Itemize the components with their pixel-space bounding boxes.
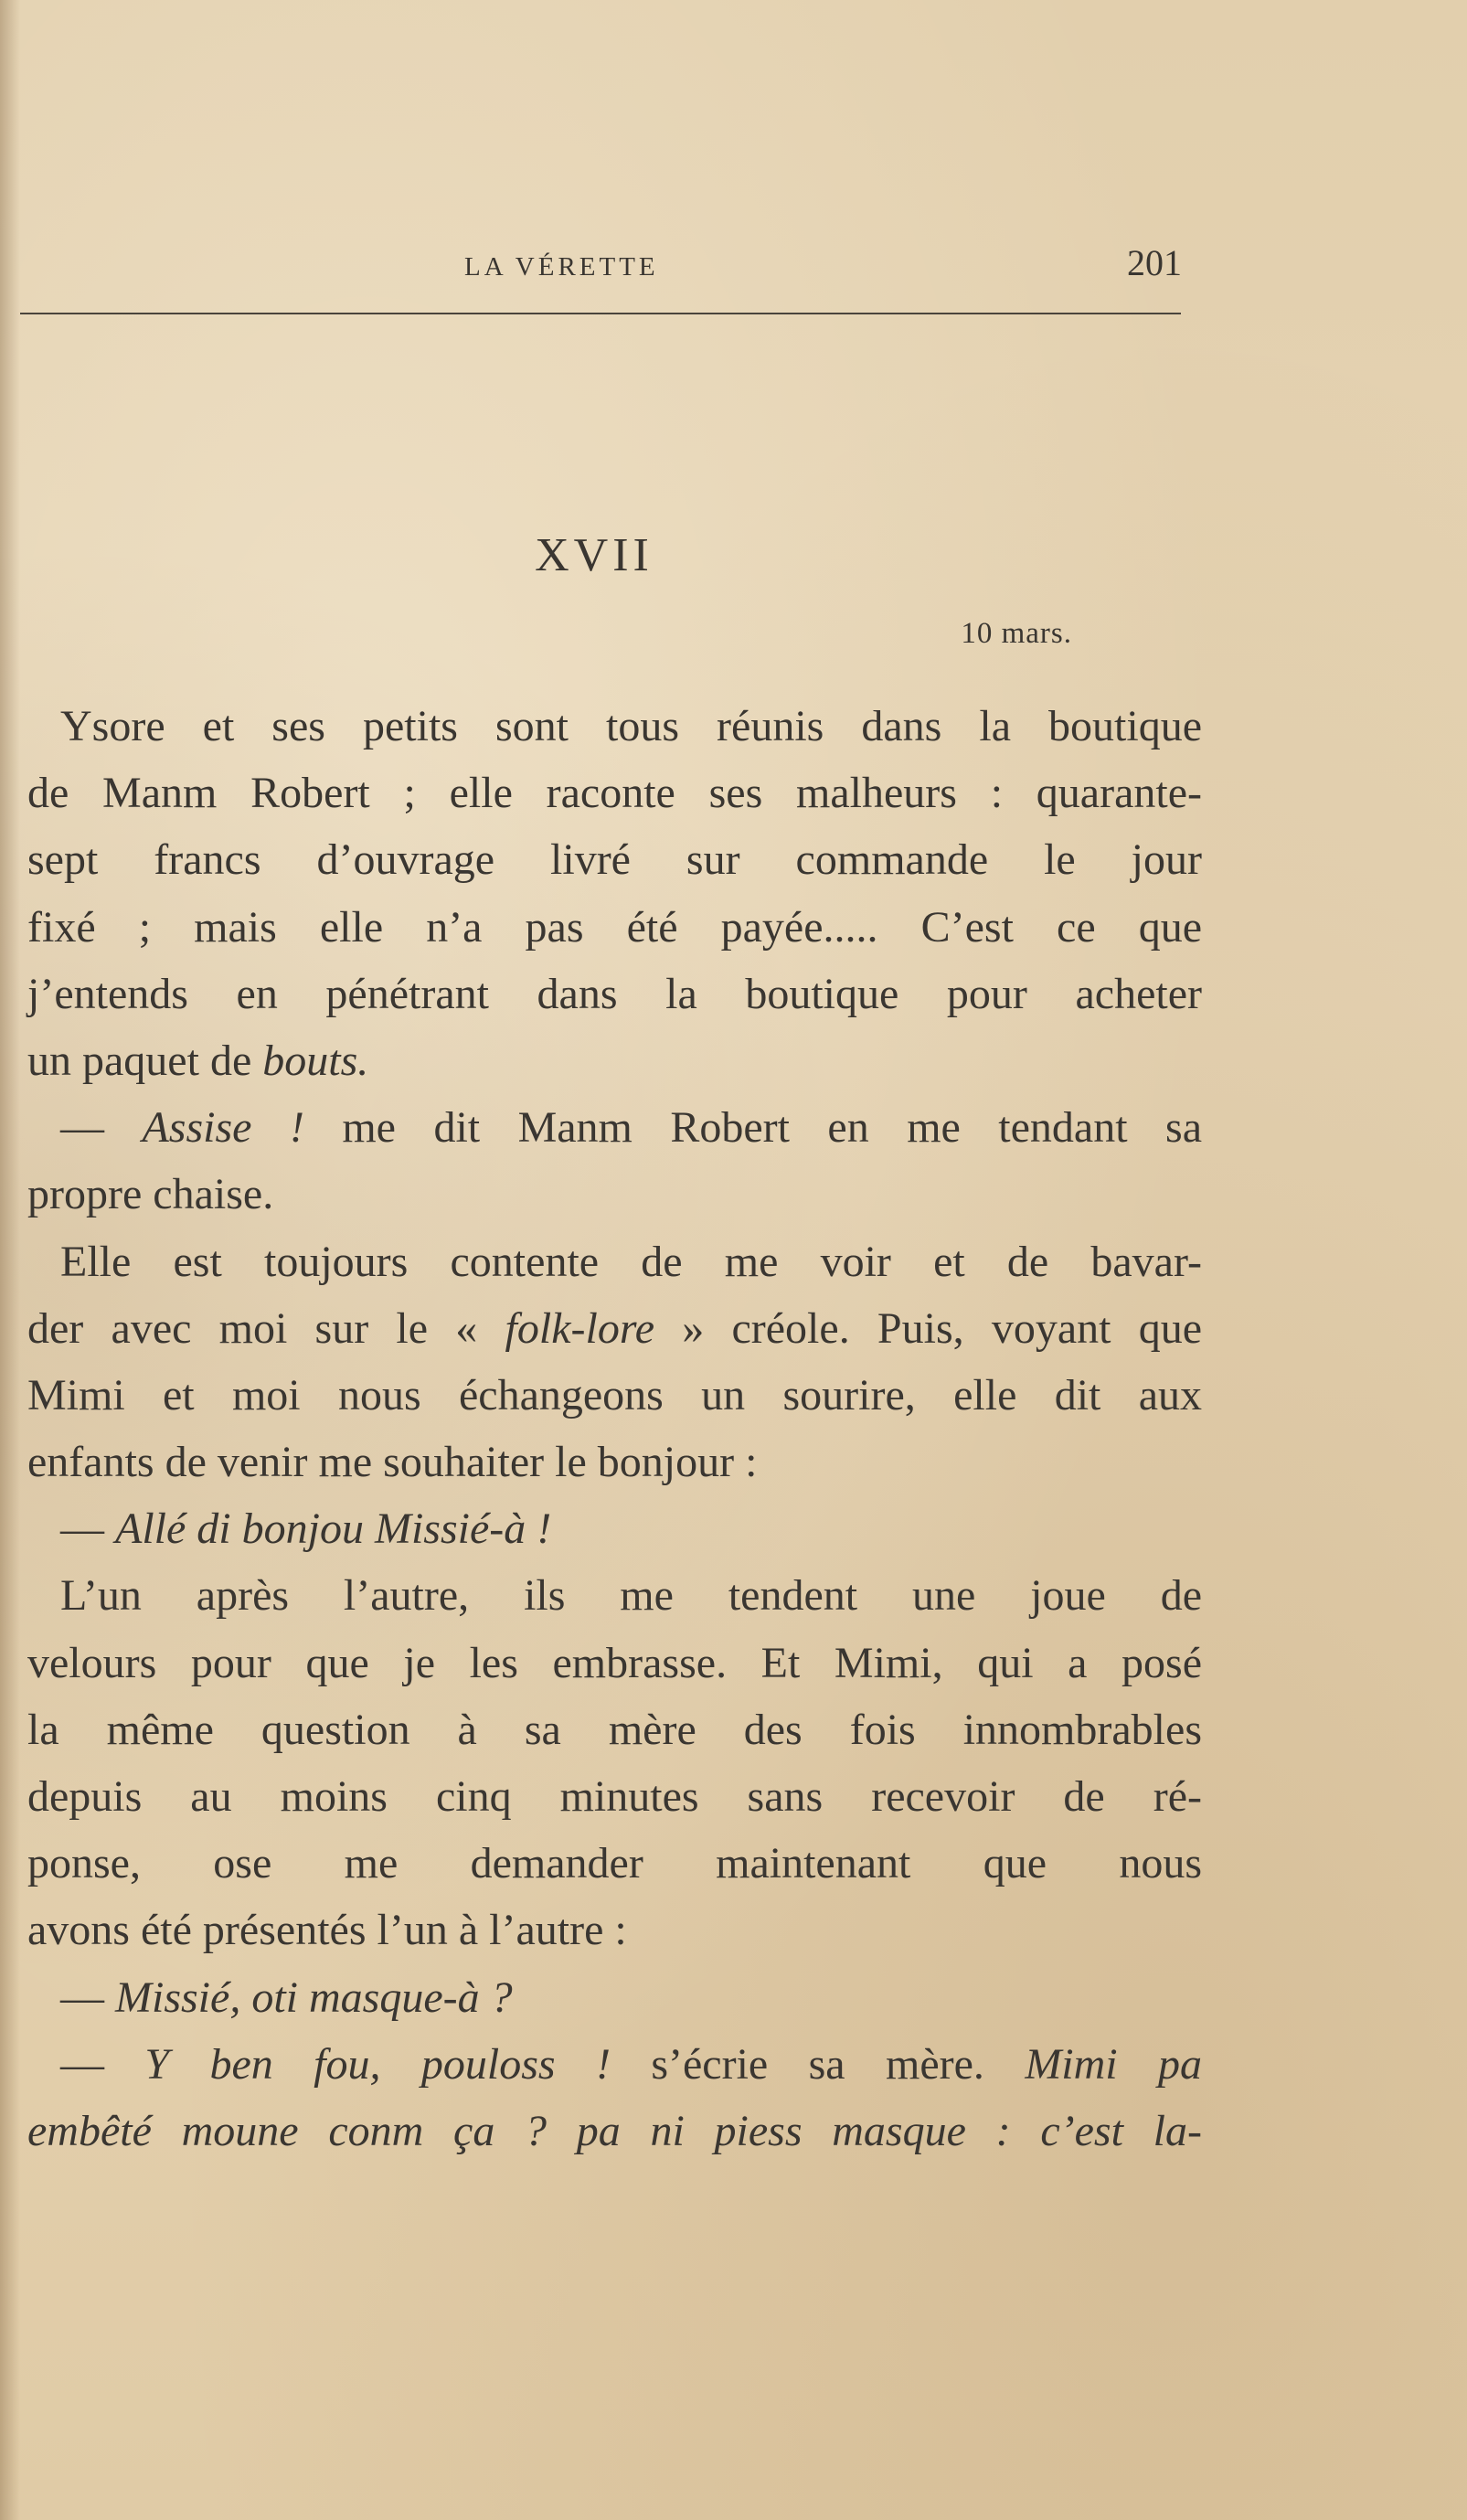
text-line	[27, 2098, 1202, 2164]
page-number: 201	[1127, 242, 1182, 283]
text-line: propre chaise.	[27, 1170, 274, 1219]
italic-dialogue: embêté moune conm ça ? pa ni piess masque : c’est la-	[27, 2106, 1202, 2155]
italic-word: bouts.	[262, 1036, 369, 1085]
italic-dialogue: Allé di bonjou Missié-à !	[115, 1505, 552, 1554]
text-line: velours pour que je les embrasse. Et Mimi, qui a posé	[27, 1638, 1202, 1687]
text-line: un paquet de bouts.	[27, 1036, 369, 1085]
italic-dialogue: Mimi pa	[1025, 2039, 1203, 2089]
text-line: fixé ; mais elle n’a pas été payée..... C’est ce que	[27, 902, 1202, 952]
text-line: ponse, ose me demander maintenant que nous	[27, 1839, 1202, 1888]
text-line: Elle est toujours contente de me voir et de bavar-	[60, 1237, 1202, 1286]
text-line: j’entends en pénétrant dans la boutique pour acheter	[27, 969, 1202, 1018]
text-line: — Assise ! me dit Manm Robert en me tendant sa	[60, 1103, 1202, 1153]
italic-dialogue: Y ben fou, pouloss !	[144, 2039, 611, 2089]
text-line: avons été présentés l’un à l’autre :	[27, 1906, 627, 1955]
text-line: enfants de venir me souhaiter le bonjour :	[27, 1438, 758, 1487]
chapter-date: 10 mars.	[961, 617, 1072, 650]
text-line: L’un après l’autre, ils me tendent une joue de	[60, 1571, 1202, 1621]
text-line: Ysore et ses petits sont tous réunis dans la boutique	[60, 702, 1202, 750]
text-line: sept francs d’ouvrage livré sur commande le jour	[27, 835, 1202, 885]
italic-word: folk-lore	[505, 1303, 655, 1353]
running-head: LA VÉRETTE	[464, 252, 659, 282]
text-line: de Manm Robert ; elle raconte ses malheurs : quarante-	[27, 769, 1202, 818]
text-line: — Missié, oti masque-à ?	[60, 1972, 513, 2022]
italic-dialogue: Missié, oti masque-à ?	[115, 1972, 513, 2022]
text-line: la même question à sa mère des fois innombrables	[27, 1705, 1202, 1754]
text-line: — Allé di bonjou Missié-à !	[60, 1505, 552, 1554]
body-text	[27, 693, 1202, 2164]
header-rule	[20, 313, 1181, 314]
text-line: depuis au moins cinq minutes sans recevoir de ré-	[27, 1772, 1202, 1821]
page-edge-shadow	[0, 0, 20, 2520]
chapter-number: XVII	[535, 529, 654, 581]
text-line: Mimi et moi nous échangeons un sourire, elle dit aux	[27, 1370, 1202, 1419]
text-line: — Y ben fou, pouloss ! s’écrie sa mère. Mimi pa	[60, 2039, 1203, 2089]
text-line: der avec moi sur le « folk-lore » créole. Puis, voyant que	[27, 1303, 1203, 1353]
italic-word: Assise !	[142, 1103, 304, 1153]
